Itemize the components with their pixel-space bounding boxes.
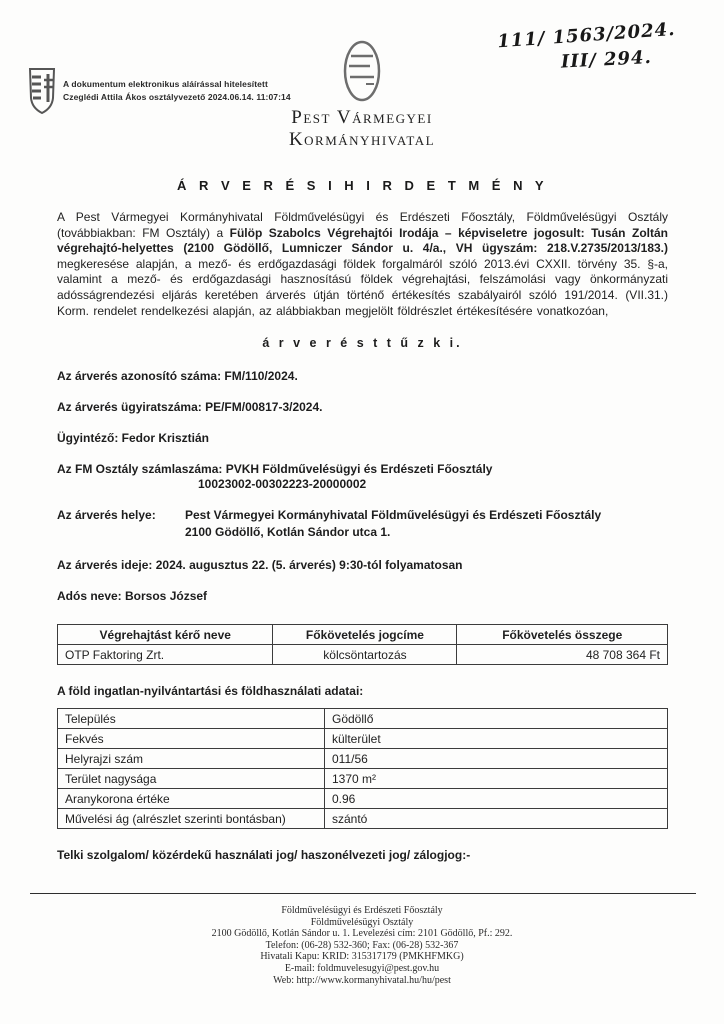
footer-line: Földművelésügyi és Erdészeti Főosztály [281, 905, 443, 916]
creditor-header-claim-title: Főkövetelés jogcíme [273, 625, 457, 645]
land-row-value: 1370 m² [325, 769, 668, 789]
intro-text-bold: Fülöp Szabolcs Végrehajtói Irodája – képviseletre jogosult: Tusán Zoltán végrehajtó-helyettes (2100 Gödöllő, Lumniczer Sándor u. 4/a., VH ügyszám: 218.V.2735/2013/183.) [57, 225, 668, 256]
auction-place-block [57, 508, 668, 542]
document-title: Á R V E R É S I H I R D E T M É N Y [176, 178, 549, 193]
footer-line: 2100 Gödöllő, Kotlán Sándor u. 1. Levelezési cím: 2101 Gödöllő, Pf.: 292. [211, 928, 513, 940]
stamp-line-2: Czeglédi Attila Ákos osztályvezető 2024.06.14. 11:07:14 [63, 92, 291, 102]
footer-line: Hivatali Kapu: KRID: 315317179 (PMKHFMKG) [260, 951, 464, 963]
creditor-table [57, 624, 668, 665]
land-row-value: külterület [325, 729, 668, 749]
footer-line: E-mail: foldmuvelesugyi@pest.gov.hu [284, 962, 440, 974]
auction-place-label: Az árverés helye: [57, 508, 156, 523]
debtor-name-line: Adós neve: Borsos József [57, 589, 208, 604]
land-data-table [57, 708, 668, 829]
land-row-value: 011/56 [325, 749, 668, 769]
handwritten-line-1: 111/ 1563/2024. [496, 18, 677, 53]
land-row-label: Fekvés [58, 729, 325, 749]
land-row-label: Terület nagysága [58, 769, 325, 789]
auction-time-line: Az árverés ideje: 2024. augusztus 22. (5. árverés) 9:30-tól folyamatosan [57, 558, 463, 573]
stamp-line-1: A dokumentum elektronikus aláírással hitelesített [63, 79, 268, 89]
account-number-line: 10023002-00302223-20000002 [198, 477, 367, 492]
account-block [57, 462, 668, 492]
creditor-header-claim-amount: Főkövetelés összege [457, 625, 668, 645]
auction-id-line: Az árverés azonosító száma: FM/110/2024. [57, 369, 298, 384]
organization-name-line-2: Kormányhivatal [288, 129, 436, 150]
servitude-line: Telki szolgalom/ közérdekű használati jog/ haszonélvezeti jog/ zálogjog:- [57, 848, 471, 863]
case-number-line: Az árverés ügyiratszáma: PE/FM/00817-3/2024. [57, 400, 323, 415]
land-data-section-title: A föld ingatlan-nyilvántartási és földhasználati adatai: [57, 684, 364, 699]
footer-divider [30, 893, 696, 894]
intro-text-2: megkeresése alapján, a mező- és erdőgazdasági földek forgalmáról szóló 2013.évi CXXII. törvény 35. §-a, valamint a mező- és erdőgazdasági hasznosítású földek végrehajtási, felszámolási vagy önkormányzati adósságrendezési eljárás keretében árverés útján történő értékesítés szabályairól szóló 191/2014. (VII.31.) Korm. rendelet rendelkezési alapján, az alábbiakban megjelölt földrészlet értékesítésére vonatkozóan, [57, 256, 668, 318]
intro-paragraph [57, 210, 668, 319]
footer-line: Telefon: (06-28) 532-360; Fax: (06-28) 532-367 [265, 939, 459, 951]
footer-line: Földművelésügyi Osztály [310, 916, 414, 928]
organization-header [0, 40, 724, 151]
land-row-value: 0.96 [325, 789, 668, 809]
intro-text-1: A Pest Vármegyei Kormányhivatal Földművelésügyi és Erdészeti Főosztály, Földművelésügyi Osztály (továbbiakban: FM Osztály) a [57, 210, 668, 240]
table-row [58, 729, 668, 749]
proclamation-line: á r v e r é s t t ű z k i. [262, 336, 463, 351]
document-body [57, 178, 668, 862]
land-row-label: Helyrajzi szám [58, 749, 325, 769]
auction-place-line-1: Pest Vármegyei Kormányhivatal Földművelésügyi és Erdészeti Főosztály [185, 508, 602, 523]
table-row [58, 645, 668, 665]
table-row [58, 809, 668, 829]
handwritten-line-2: III/ 294. [560, 46, 653, 73]
administrator-line: Ügyintéző: Fedor Krisztián [57, 431, 210, 446]
claim-amount-cell: 48 708 364 Ft [457, 645, 668, 665]
table-row [58, 789, 668, 809]
organization-name [289, 107, 435, 151]
document-footer [0, 905, 724, 986]
creditor-header-name: Végrehajtást kérő neve [58, 625, 273, 645]
account-label-line: Az FM Osztály számlaszáma: PVKH Földművelésügyi és Erdészeti Főosztály [57, 462, 493, 477]
land-row-label: Aranykorona értéke [58, 789, 325, 809]
auction-place-value [185, 508, 668, 542]
table-row [58, 769, 668, 789]
land-row-label: Művelési ág (alrészlet szerinti bontásban) [58, 809, 325, 829]
land-row-value: szántó [325, 809, 668, 829]
auction-place-line-2: 2100 Gödöllő, Kotlán Sándor utca 1. [185, 525, 391, 540]
creditor-name-cell: OTP Faktoring Zrt. [58, 645, 273, 665]
land-row-label: Település [58, 709, 325, 729]
organization-name-line-1: Pest Vármegyei [291, 107, 433, 128]
claim-title-cell: kölcsöntartozás [273, 645, 457, 665]
footer-line: Web: http://www.kormanyhivatal.hu/hu/pest [273, 974, 451, 986]
pest-county-crest-icon [340, 40, 384, 102]
table-row [58, 709, 668, 729]
creditor-table-header-row [58, 625, 668, 645]
land-row-value: Gödöllő [325, 709, 668, 729]
table-row [58, 749, 668, 769]
